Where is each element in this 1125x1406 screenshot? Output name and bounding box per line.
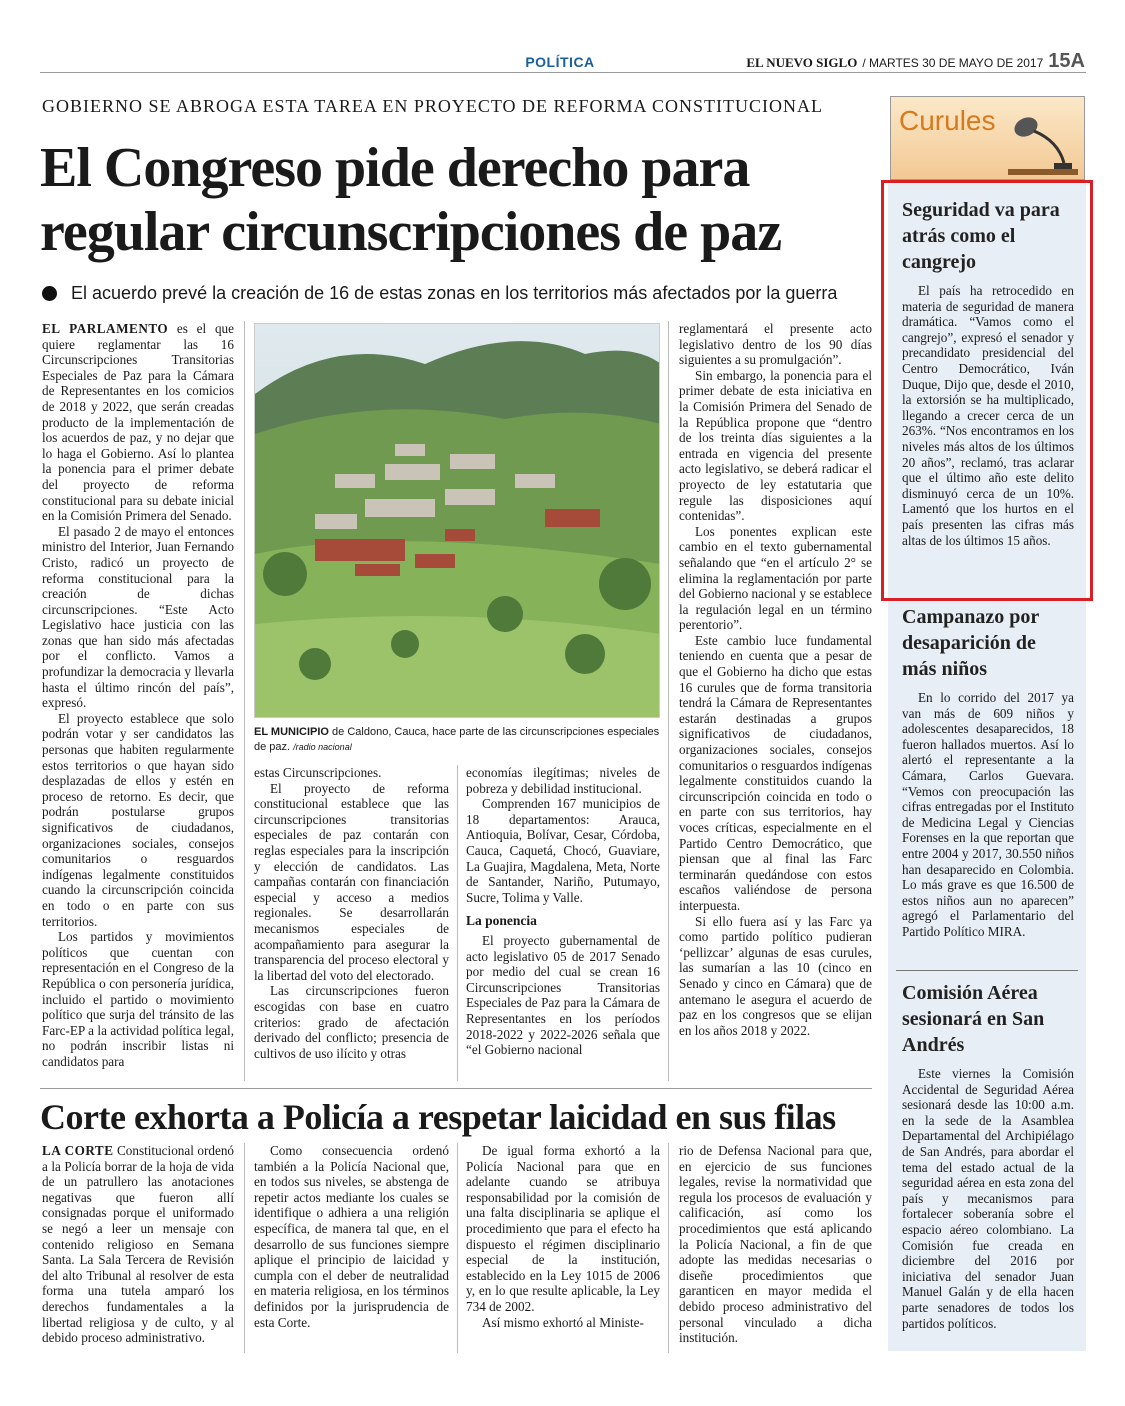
article-headline: El Congreso pide derecho para regular circunscripciones de paz (40, 137, 782, 263)
column-divider (457, 765, 458, 1081)
article-column-1 (42, 321, 234, 1070)
paragraph: Así mismo exhortó al Ministe- (482, 1314, 644, 1330)
paragraph-text: es el que quiere reglamentar las 16 Circunscripciones Transitorias Especiales de Paz para la Cámara de Representantes en los comicios de 2018 y 2022, que serán creadas producto de la implementación de los acuerdos de paz, y no dejar que lo haga el Gobierno. Así lo plantea la ponencia para el primer debate del proyecto de reforma constitucional para su debate inicial en la Comisión Primera del Senado. (42, 321, 234, 524)
sidebar-item-title: Seguridad va para atrás como el cangrejo (902, 199, 1060, 273)
bullet-icon (42, 286, 57, 301)
paragraph: Como consecuencia ordenó también a la Policía Nacional que, en todos sus niveles, se abstenga de repetir actos mediante los cuales se identifique o adhiera a una religión específica, de manera tal que, en el desarrollo de sus funciones siempre aplique el principio de laicidad y cumpla con el deber de neutralidad en materia religiosa, en los términos definidos por la jurisprudencia de esta Corte. (254, 1143, 449, 1330)
article-deck (42, 283, 872, 304)
caption-text: de Caldono, Cauca, hace parte de las circunscripciones especiales de paz. (254, 726, 660, 753)
page-number: 15A (1048, 50, 1085, 72)
column-divider (457, 1143, 458, 1353)
second-article-column-2 (254, 1143, 449, 1330)
article-column-2 (254, 765, 449, 1061)
second-article-column-4 (679, 1143, 872, 1346)
paragraph (42, 1143, 234, 1346)
article-photo (254, 323, 660, 718)
paragraph: Este cambio luce fundamental teniendo en cuenta que a pesar de que el Gobierno ha dicho que estas 16 curules que de forma transitoria tendrá la Cámara de Representantes estarán destinadas a grupos significativos de ciudadanos, organizaciones sociales, consejos comunitarios o resguardos indígenas legalmente constituidos cuando la circunscripción coincida en todo o en parte con sus territorios, hay voces críticas, especialmente en el Partido Centro Democrático, que piensan que al final las Farc terminarán quedándose con estos escaños valiéndose de persona interpuesta. (679, 632, 873, 913)
article-column-4 (679, 321, 872, 1038)
paragraph: Los partidos y movimientos políticos que cuentan con representación en el Congreso de la República o con personería jurídica, incluido el partido o movimiento político que surja del tránsito de las Farc-EP a la actividad política legal, no podrán inscribir listas ni candidatos para (42, 929, 234, 1069)
village-photo (255, 324, 660, 718)
paragraph: economías ilegítimas; niveles de pobreza y debilidad institucional. (466, 765, 660, 796)
publication-name: EL NUEVO SIGLO (746, 55, 858, 70)
microphone-icon (1008, 111, 1078, 175)
paragraph: El proyecto de reforma constitucional establece que las circunscripciones transitorias especiales de paz contarán con reglas especiales para la inscripción y elección de candidatos. Las campañas contarán con financiación especial y acceso a medios regionales. Se desarrollarán mecanismos especiales de acompañamiento para asegurar la transparencia del proceso electoral y la libertad del voto del electorado. (254, 780, 449, 983)
caption-lead: EL MUNICIPIO (254, 726, 329, 738)
paragraph: Sin embargo, la ponencia para el primer debate de esta iniciativa en la Comisión Primera del Senado de la República propone que “dentro de los treinta días siguientes a la entrada en vigencia del presente acto legislativo, se deberá radicar el proyecto de ley estatutaria que regule las disposiciones aquí contenidas”. (679, 367, 872, 524)
article-kicker: GOBIERNO SE ABROGA ESTA TAREA EN PROYECTO DE REFORMA CONSTITUCIONAL (42, 96, 824, 116)
sidebar-item-text: Este viernes la Comisión Accidental de Seguridad Aérea sesionará desde las 10:00 a.m. en la sede de la Asamblea Departamental del Archipiélago de San Andrés, para abordar el tema del estado actual de la seguridad aérea en esta zona del país y mecanismos para fortalecer soberanía sobre el espacio aéreo colombiano. La Comisión fue creada en diciembre del 2016 por iniciativa del senador Juan Manuel Galán y de ella hacen parte senadores de todos los partidos políticos. (902, 1066, 1074, 1331)
sidebar-divider (896, 970, 1078, 971)
column-divider (244, 1143, 245, 1353)
second-article-headline: Corte exhorta a Policía a respetar laicidad en sus filas (40, 1097, 836, 1137)
paragraph: El pasado 2 de mayo el entonces ministro del Interior, Juan Fernando Cristo, radicó un proyecto de reforma constitucional para la creación de dichas circunscripciones. “Este Acto Legislativo hace justicia con las zonas que han sido más afectadas por el conflicto. Vamos a profundizar la democracia y llevarla hasta el último rincón del país”, expresó. (42, 523, 234, 711)
paragraph: De igual forma exhortó a la Policía Nacional para que en adelante cuando se atribuya responsabilidad por la comisión de una falta disciplinaria se aplique el procedimiento que para el efecto ha dispuesto el régimen disciplinario especial de la institución, establecido en la Ley 1015 de 2006 y, en lo que resulte aplicable, la Ley 734 de 2002. (466, 1143, 660, 1314)
column-divider (668, 321, 669, 1081)
sidebar-item-title: Campanazo por desaparición de más niños (902, 606, 1039, 680)
paragraph: estas Circunscripciones. (254, 765, 382, 780)
issue-date: / MARTES 30 DE MAYO DE 2017 (862, 56, 1044, 70)
photo-credit: /radio nacional (293, 742, 352, 752)
photo-caption (254, 725, 660, 755)
curules-banner (890, 96, 1085, 180)
paragraph: Comprenden 167 municipios de 18 departamentos: Arauca, Antioquia, Bolívar, Cesar, Córdoba, Cauca, Caquetá, Chocó, Guaviare, La Guajira, Magdalena, Meta, Norte de Santander, Nariño, Putumayo, Sucre, Tolima y Valle. (466, 796, 660, 905)
masthead (746, 50, 1085, 73)
paragraph: Las circunscripciones fueron escogidas con base en cuatro criterios: grado de afectación derivado del conflicto; presencia de cultivos de uso ilícito y otras (254, 983, 449, 1061)
sidebar-item-campanazo (902, 604, 1074, 940)
section-label: POLÍTICA (525, 54, 595, 70)
lead-in: EL PARLAMENTO (42, 321, 169, 336)
article-separator (40, 1088, 872, 1089)
column-divider (244, 321, 245, 1081)
paragraph: El proyecto gubernamental de acto legislativo 05 de 2017 Senado por medio del cual se crean 16 Circunscripciones Transitorias Especiales de Paz para la Cámara de Representantes en los períodos 2018-2022 y 2022-2026 señala que “el Gobierno nacional (466, 932, 660, 1058)
paragraph (42, 321, 234, 524)
paragraph-text: Constitucional ordenó a la Policía borrar de la hoja de vida de un patrullero las anotaciones negativas que fueron allí consignadas porque el uniformado se negó a leer un mensaje con contenido religioso en Semana Santa. La Sala Tercera de Revisión del alto Tribunal al resolver de esta forma una tutela amparó los derechos fundamentales a la libertad religiosa y de culto, y al debido proceso administrativo. (42, 1143, 235, 1346)
article-column-3 (466, 765, 660, 1058)
sidebar-item-title: Comisión Aérea sesionará en San Andrés (902, 982, 1045, 1056)
second-article-column-1 (42, 1143, 234, 1346)
paragraph: rio de Defensa Nacional para que, en ejercicio de sus funciones legales, revise la normatividad que regula los procesos de evaluación y calificación, así como los procedimientos que está aplicando la Policía Nacional, a fin de que adopte las medidas necesarias o diseñe procedimientos que garanticen en mayor medida el debido proceso administrativo del personal vinculado a dicha institución. (679, 1143, 872, 1346)
highlight-box (881, 180, 1093, 601)
second-article-column-3 (466, 1143, 660, 1330)
lead-in: LA CORTE (42, 1143, 114, 1158)
paragraph: Los ponentes explican este cambio en el texto gubernamental señalando que “en el artículo 2° se elimina la reglamentación por parte del Gobierno nacional y se establece la regulación legal en un término perentorio”. (679, 523, 872, 633)
banner-title: Curules (899, 105, 996, 136)
header-rule (40, 72, 1086, 73)
deck-text: El acuerdo prevé la creación de 16 de estas zonas en los territorios más afectados por la guerra (71, 283, 838, 303)
paragraph: Si ello fuera así y las Farc ya como partido político pudieran ‘pellizcar’ algunas de esas curules, las sumarían a las 10 (cinco en Senado y cinco en Cámara) que de antemano le asegura el acuerdo de paz en los congresos que se elijan en los años 2018 y 2022. (679, 913, 872, 1038)
subheading: La ponencia (466, 913, 537, 929)
sidebar-item-text: En lo corrido del 2017 ya van más de 609 niños y adolescentes desaparecidos, 18 fueron hallados muertos. Así lo alertó el representante a la Cámara, Carlos Guevara. “Vemos con preocupación las cifras entregadas por el Instituto de Medicina Legal y Ciencias Forenses en la que reportan que entre 2004 y 2017, 30.550 niños han desaparecido en Colombia. Lo más grave es que 16.500 de estos niños aun no aparecen” agregó el Parlamentario del Partido Político MIRA. (902, 690, 1074, 939)
paragraph: reglamentará el presente acto legislativo dentro de los 90 días siguientes a su promulgación”. (679, 321, 872, 368)
sidebar-item-text: El país ha retrocedido en materia de seguridad de manera dramática. “Vamos como el cangrejo”, expresó el senador y precandidato presidencial del Centro Democrático, Iván Duque, Dijo que, desde el 2010, la extorsión se ha multiplicado, llegando a crecer cerca de un 263%. “Nos encontramos en los niveles más altos de los últimos 20 años”, reclamó, tras aclarar que el último año este delito disminuyó cerca de un 10%. Lamentó que los hurtos en el país presenten las cifras más altas de los últimos 15 años. (902, 283, 1074, 548)
column-divider (668, 1143, 669, 1353)
paragraph: El proyecto establece que solo podrán votar y ser candidatos las personas que habiten regularmente estos territorios o que hayan sido desplazadas de ellos y estén en proceso de retorno. Es decir, que podrán postularse grupos significativos de ciudadanos, organizaciones sociales, consejos comunitarios o resguardos indígenas legalmente constituidos cuando la circunscripción coincida en todo o en parte con sus territorios. (42, 710, 234, 929)
sidebar-item-comision (902, 980, 1074, 1331)
